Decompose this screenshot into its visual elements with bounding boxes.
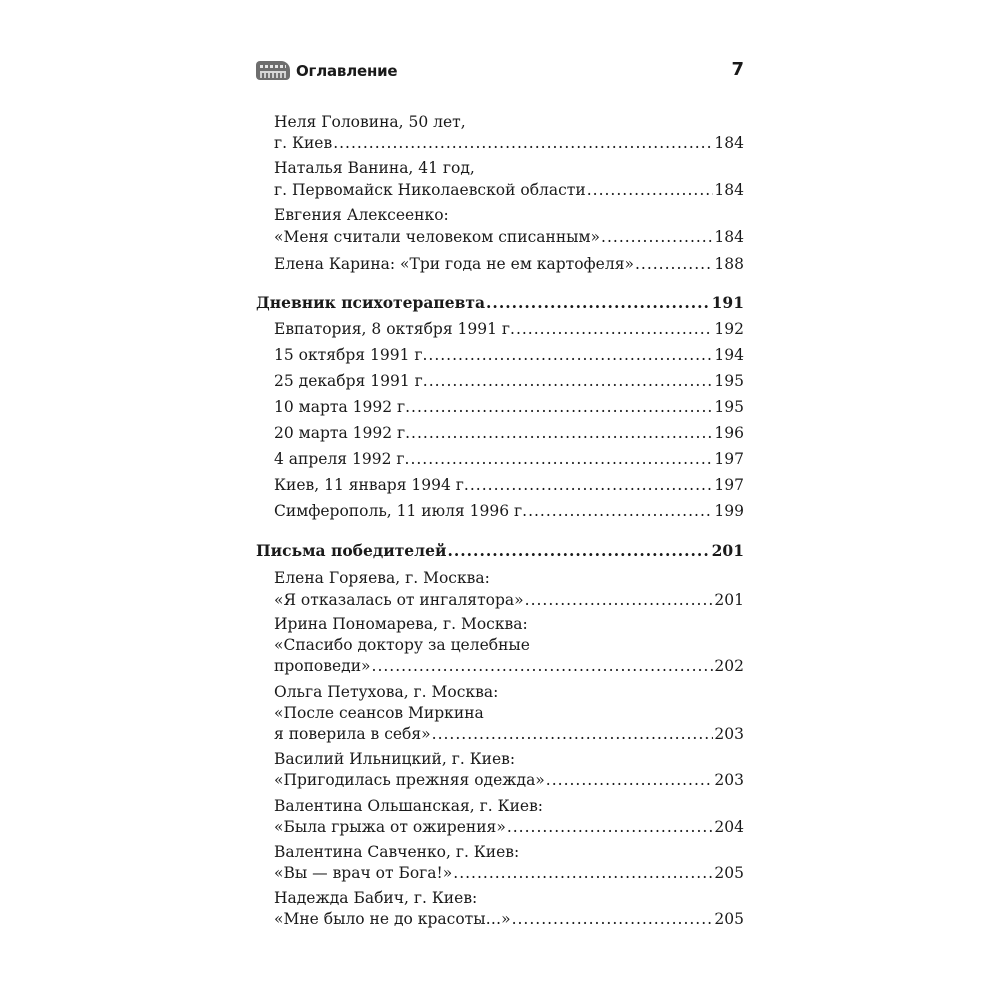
toc-entry[interactable]: [274, 589, 744, 611]
toc-entry[interactable]: [274, 422, 744, 444]
toc-entry[interactable]: [274, 253, 744, 275]
toc-entry[interactable]: [274, 474, 744, 496]
toc-section[interactable]: [256, 292, 744, 314]
toc-entry-title: Киев, 11 января 1994 г.: [274, 476, 469, 494]
toc-page-number: 195: [714, 398, 744, 416]
running-header: [256, 58, 744, 86]
toc-entry-line: Наталья Ванина, 41 год,: [274, 159, 475, 177]
toc-entry-title: «Пригодилась прежняя одежда»: [274, 771, 545, 789]
toc-page-number: 203: [714, 771, 744, 789]
toc-page-number: 205: [714, 864, 744, 882]
toc-entry-line: «После сеансов Миркина: [274, 704, 484, 722]
leader-dots: [486, 292, 711, 314]
book-logo-icon: [256, 61, 290, 80]
toc-entry-line: Ольга Петухова, г. Москва:: [274, 683, 499, 701]
leader-dots: [447, 540, 710, 562]
toc-entry[interactable]: [274, 769, 744, 791]
toc-entry[interactable]: [274, 500, 744, 522]
header-title: Оглавление: [296, 62, 398, 80]
leader-dots: [507, 816, 714, 838]
toc-entry-line: «Спасибо доктору за целебные: [274, 636, 530, 654]
toc-entry-title: 10 марта 1992 г.: [274, 398, 411, 416]
leader-dots: [432, 723, 714, 745]
toc-entry-title: «Я отказалась от ингалятора»: [274, 591, 524, 609]
toc-entry-title: «Мне было не до красоты…»: [274, 910, 511, 928]
toc-section-title: Дневник психотерапевта: [256, 293, 486, 312]
toc-entry-line: Ирина Пономарева, г. Москва:: [274, 615, 528, 633]
toc-entry-line: Валентина Ольшанская, г. Киев:: [274, 797, 544, 815]
leader-dots: [428, 344, 713, 366]
toc-entry-line: Елена Горяева, г. Москва:: [274, 569, 490, 587]
toc-entry-title: «Вы — врач от Бога!»: [274, 864, 453, 882]
toc-entry-title: 15 октября 1991 г.: [274, 346, 428, 364]
toc-entry-title: Елена Карина: «Три года не ем картофеля»: [274, 255, 634, 273]
leader-dots: [411, 396, 713, 418]
leader-dots: [635, 253, 713, 275]
toc-page-number: 188: [714, 255, 744, 273]
toc-section-title: Письма победителей: [256, 541, 447, 560]
leader-dots: [525, 589, 714, 611]
toc-page-number: 196: [714, 424, 744, 442]
toc-page-number: 197: [714, 476, 744, 494]
toc-entry-title: 25 декабря 1991 г.: [274, 372, 428, 390]
page-number: 7: [731, 59, 744, 80]
toc-section[interactable]: [256, 540, 744, 562]
toc-page-number: 184: [714, 228, 744, 246]
toc-entry-line: Василий Ильницкий, г. Киев:: [274, 750, 516, 768]
toc-page-number: 197: [714, 450, 744, 468]
toc-entry-title: Евпатория, 8 октября 1991 г.: [274, 320, 515, 338]
toc-entry-title: г. Киев: [274, 134, 333, 152]
toc-page-number: 195: [714, 372, 744, 390]
toc-page-number: 203: [714, 725, 744, 743]
toc-entry[interactable]: [274, 816, 744, 838]
toc-entry[interactable]: [274, 396, 744, 418]
leader-dots: [516, 318, 713, 340]
toc-entry-line: Неля Головина, 50 лет,: [274, 113, 466, 131]
leader-dots: [546, 769, 714, 791]
toc-entry-title: «Меня считали человеком списанным»: [274, 228, 601, 246]
leader-dots: [470, 474, 714, 496]
leader-dots: [410, 448, 713, 470]
toc-entry-line: Надежда Бабич, г. Киев:: [274, 889, 478, 907]
toc-entry-title: 20 марта 1992 г.: [274, 424, 411, 442]
toc-entry[interactable]: [274, 723, 744, 745]
toc-entry[interactable]: [274, 655, 744, 677]
toc-entry[interactable]: [274, 370, 744, 392]
toc-page-number: 191: [711, 293, 744, 312]
leader-dots: [601, 226, 713, 248]
leader-dots: [372, 655, 714, 677]
toc-entry[interactable]: [274, 226, 744, 248]
toc-entry-line: Валентина Савченко, г. Киев:: [274, 843, 520, 861]
leader-dots: [453, 862, 713, 884]
toc-entry-title: 4 апреля 1992 г.: [274, 450, 410, 468]
toc-page-number: 202: [714, 657, 744, 675]
leader-dots: [411, 422, 713, 444]
leader-dots: [587, 179, 714, 201]
toc-entry-title: «Была грыжа от ожирения»: [274, 818, 506, 836]
toc-entry[interactable]: [274, 908, 744, 930]
toc-page-number: 201: [711, 541, 744, 560]
leader-dots: [333, 132, 713, 154]
toc-page-number: 194: [714, 346, 744, 364]
toc-entry[interactable]: [274, 132, 744, 154]
toc-entry-title: проповеди»: [274, 657, 371, 675]
toc-page-number: 205: [714, 910, 744, 928]
leader-dots: [429, 370, 714, 392]
toc-page-number: 184: [714, 181, 744, 199]
toc-entry-title: Симферополь, 11 июля 1996 г.: [274, 502, 528, 520]
toc-entry-line: Евгения Алексеенко:: [274, 206, 449, 224]
toc-page-number: 199: [714, 502, 744, 520]
toc-page-number: 184: [714, 134, 744, 152]
leader-dots: [512, 908, 714, 930]
toc-page-number: 192: [714, 320, 744, 338]
leader-dots: [528, 500, 713, 522]
toc-entry[interactable]: [274, 318, 744, 340]
toc-entry[interactable]: [274, 862, 744, 884]
toc-entry[interactable]: [274, 344, 744, 366]
toc-page-number: 204: [714, 818, 744, 836]
toc-entry-title: я поверила в себя»: [274, 725, 431, 743]
toc-entry[interactable]: [274, 448, 744, 470]
toc-entry-title: г. Первомайск Николаевской области: [274, 181, 586, 199]
toc-page-number: 201: [714, 591, 744, 609]
toc-entry[interactable]: [274, 179, 744, 201]
